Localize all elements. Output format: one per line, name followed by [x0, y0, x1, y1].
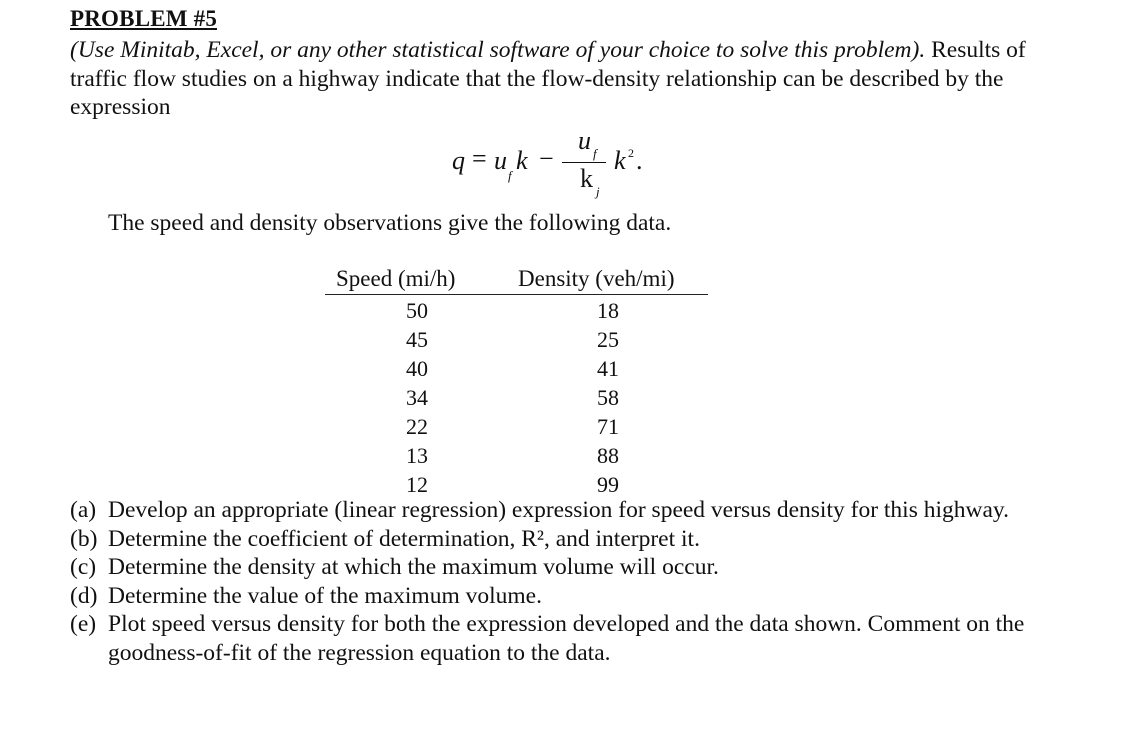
part-text: Determine the value of the maximum volume.	[108, 582, 542, 609]
intro-software-note: (Use Minitab, Excel, or any other statistical software of your choice to solve this problem).	[70, 37, 926, 63]
flow-density-equation	[450, 126, 690, 202]
table-cell-speed: 50	[406, 298, 428, 323]
part-label: (d)	[70, 582, 98, 609]
part-text: Develop an appropriate (linear regression) expression for speed versus density for this highway.	[108, 497, 1009, 523]
eq-lhs: q	[452, 146, 465, 175]
table-cell-speed: 34	[406, 385, 428, 410]
data-lead-sentence: The speed and density observations give the following data.	[108, 210, 672, 236]
table-cell-speed: 22	[406, 414, 428, 439]
eq-frac-num: u	[578, 126, 591, 155]
table-header-speed: Speed (mi/h)	[336, 266, 456, 291]
question-part-d	[70, 582, 1040, 611]
eq-equals: =	[472, 144, 487, 173]
part-label: (b)	[70, 525, 98, 552]
question-parts-list	[70, 496, 1040, 668]
table-cell-speed: 45	[406, 327, 428, 352]
table-cell-speed: 12	[406, 472, 428, 497]
question-part-b	[70, 525, 1040, 554]
part-text: Determine the coefficient of determination, R², and interpret it.	[108, 525, 700, 552]
eq-term1-sub: f	[508, 168, 512, 183]
eq-term2-var: k	[614, 146, 626, 175]
problem-intro	[70, 36, 1045, 122]
table-cell-speed: 13	[406, 443, 428, 468]
eq-term2-sup: 2	[628, 146, 634, 160]
problem-title: PROBLEM #5	[70, 6, 218, 31]
eq-term1: u	[494, 146, 507, 175]
eq-frac-den: k	[580, 164, 593, 193]
eq-term1-var: k	[516, 146, 528, 175]
table-header-density: Density (veh/mi)	[518, 266, 675, 291]
eq-minus: −	[539, 144, 554, 173]
part-text: Plot speed versus density for both the expression developed and the data shown. Comment on the goodness-of-fit of the regression equation to the data.	[108, 611, 1025, 666]
eq-end: .	[636, 146, 643, 175]
question-part-c	[70, 553, 1040, 582]
question-part-a	[70, 496, 1040, 525]
part-label: (c)	[70, 554, 97, 581]
table-cell-density: 25	[597, 327, 619, 352]
part-text: Determine the density at which the maximum volume will occur.	[108, 554, 719, 581]
table-header-rule	[325, 294, 708, 295]
eq-fraction-bar	[562, 162, 606, 163]
question-part-e	[70, 610, 1040, 667]
part-label: (e)	[70, 611, 97, 638]
table-cell-density: 58	[597, 385, 619, 410]
table-cell-density: 41	[597, 356, 619, 381]
table-cell-density: 88	[597, 443, 619, 468]
table-cell-density: 71	[597, 414, 619, 439]
table-cell-density: 18	[597, 298, 619, 323]
table-cell-density: 99	[597, 472, 619, 497]
eq-frac-num-sub: f	[593, 146, 597, 161]
table-cell-speed: 40	[406, 356, 428, 381]
part-label: (a)	[70, 497, 97, 523]
intro-text: Results of traffic flow studies on a highway indicate that the flow-density relationship can be described by the expression	[70, 37, 1026, 120]
eq-frac-den-sub: j	[596, 184, 600, 199]
